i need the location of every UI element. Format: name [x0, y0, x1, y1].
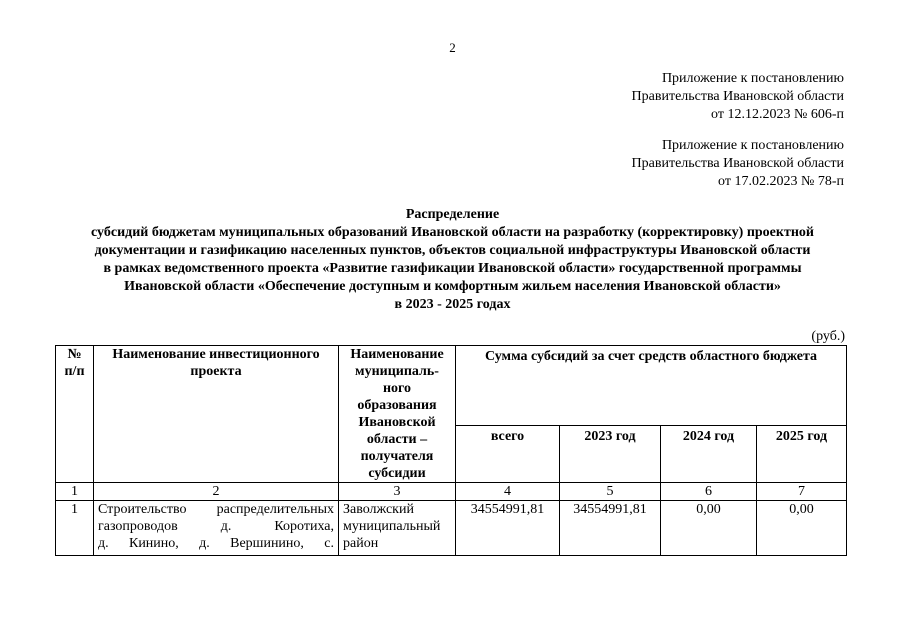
column-number: 4 [456, 483, 560, 501]
unit-label: (руб.) [811, 329, 845, 344]
header-project: Наименование инвестиционного проекта [94, 346, 339, 483]
row-2024: 0,00 [661, 501, 757, 556]
row-total: 34554991,81 [456, 501, 560, 556]
header-municipality: Наименование муниципаль-ного образования Ивановской области – получателя субсидии [339, 346, 456, 483]
header-2024: 2024 год [661, 425, 757, 482]
header-row [56, 346, 847, 426]
header-num: № п/п [56, 346, 94, 483]
column-number: 2 [94, 483, 339, 501]
annex-previous-line: Приложение к постановлению [661, 138, 844, 153]
title-line: документации и газификацию населенных пунктов, объектов социальной инфраструктуры Ивановской области [94, 243, 811, 258]
header-2023: 2023 год [560, 425, 661, 482]
annex-current-line: Правительства Ивановской области [631, 89, 844, 104]
page-number: 2 [449, 40, 456, 55]
title-line: Ивановской области «Обеспечение доступным и комфортным жильем населения Ивановской области» [124, 279, 781, 294]
document-title [40, 206, 865, 314]
column-number: 5 [560, 483, 661, 501]
column-number: 6 [661, 483, 757, 501]
header-2025: 2025 год [757, 425, 847, 482]
project-line: Строительство распределительных [98, 502, 334, 517]
column-number-row [56, 483, 847, 501]
row-num: 1 [56, 501, 94, 556]
annex-current [632, 70, 844, 124]
header-total: всего [456, 425, 560, 482]
municipality-line: муниципальный [343, 519, 441, 534]
row-2025: 0,00 [757, 501, 847, 556]
table-row [56, 501, 847, 556]
title-line: субсидий бюджетам муниципальных образований Ивановской области на разработку (корректировку) проектной [91, 225, 814, 240]
annex-previous-line: от 17.02.2023 № 78-п [718, 174, 844, 189]
municipality-line: Заволжский [343, 502, 414, 517]
column-number: 7 [757, 483, 847, 501]
column-number: 1 [56, 483, 94, 501]
project-line: д. Кинино, д. Вершинино, с. [98, 536, 334, 551]
column-number: 3 [339, 483, 456, 501]
row-2023: 34554991,81 [560, 501, 661, 556]
row-municipality [339, 501, 456, 556]
distribution-table [55, 345, 847, 556]
title-line: Распределение [405, 207, 500, 222]
header-sum-group: Сумма субсидий за счет средств областного бюджета [456, 346, 847, 426]
municipality-line: район [343, 536, 379, 551]
annex-current-line: Приложение к постановлению [661, 71, 844, 86]
annex-previous-line: Правительства Ивановской области [631, 156, 844, 171]
title-line: в рамках ведомственного проекта «Развитие газификации Ивановской области» государственной программы [103, 261, 802, 276]
annex-previous [632, 137, 844, 191]
annex-current-line: от 12.12.2023 № 606-п [711, 107, 844, 122]
row-project [94, 501, 339, 556]
project-line: газопроводов д. Коротиха, [98, 519, 334, 534]
title-line: в 2023 - 2025 годах [394, 297, 511, 312]
